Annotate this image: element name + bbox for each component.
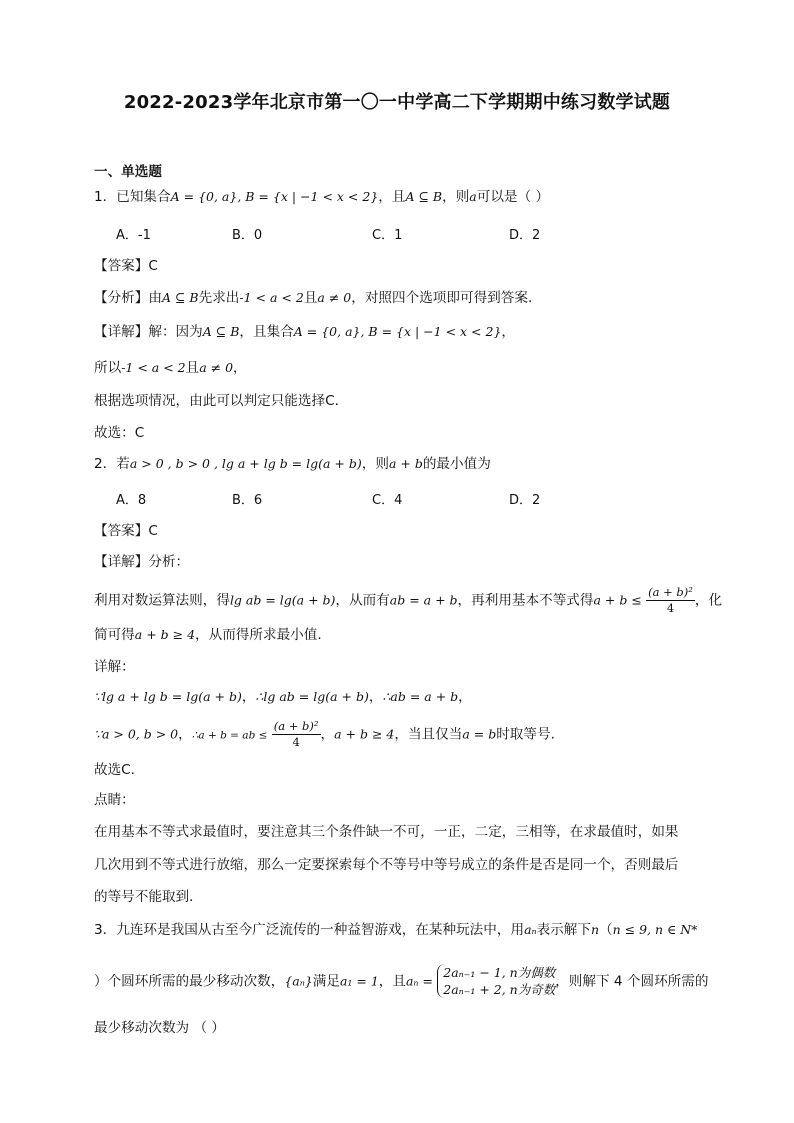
q2-detail: 【详解】分析： <box>94 554 190 570</box>
q2-fraction-2: $\frac{\text{(a + b)²}}{4}$ <box>273 719 319 749</box>
q2-remark-line3: 的等号不能取到． <box>94 889 203 905</box>
q1-option-c: C．1 <box>372 228 403 243</box>
q2-analysis-line1: 利用对数运算法则，得lg ab = lg(a + b)，从而有ab = a + b，再利用基本不等式得a + b ≤ $\frac{\text{(a + b)²}}{4}$ ，化 <box>94 585 723 615</box>
section-heading: 一、单选题 <box>94 164 162 180</box>
q2-remark-label: 点睛： <box>94 792 135 808</box>
q1-detail-judge: 根据选项情况，由此可以判定只能选择C． <box>94 393 349 409</box>
q2-detail-label: 详解： <box>94 659 135 675</box>
q1-option-a: A．-1 <box>116 228 151 243</box>
q1-answer: 【答案】C <box>94 258 158 274</box>
q2-choose: 故选C． <box>94 762 145 778</box>
q2-remark-line1: 在用基本不等式求最值时，要注意其三个条件缺一不可，一正，二定，三相等，在求最值时，如果 <box>94 824 679 840</box>
q3-stem-line2: ）个圆环所需的最少移动次数，{aₙ}满足a₁ = 1，且aₙ = 2aₙ₋₁ − 1, n为偶数 2aₙ₋₁ + 2, n为奇数 ，则解下 4 个圆环所需的 <box>94 965 709 997</box>
q1-detail-so: 所以-1 < a < 2且a ≠ 0， <box>94 360 247 376</box>
q3-stem-line3: 最少移动次数为 （ ） <box>94 1020 225 1036</box>
q2-stem: 2．若a > 0 , b > 0 , lg a + lg b = lg(a + b)，则a + b的最小值为 <box>94 456 491 472</box>
q2-detail-line5: ∵a > 0, b > 0，∴a + b = ab ≤ $\frac{\text{(a + b)²}}{4}$ ，a + b ≥ 4，当且仅当a = b时取等号. <box>94 719 555 749</box>
q2-remark-line2: 几次用到不等式进行放缩，那么一定要探索每个不等号中等号成立的条件是否是同一个，否则最后 <box>94 857 679 873</box>
q2-option-d: D．2 <box>509 493 541 508</box>
q2-option-c: C．4 <box>372 493 403 508</box>
q1-option-d: D．2 <box>509 228 541 243</box>
q3-piecewise: 2aₙ₋₁ − 1, n为偶数 2aₙ₋₁ + 2, n为奇数 <box>437 964 555 999</box>
q2-analysis-line2: 简可得a + b ≥ 4，从而得所求最小值. <box>94 627 322 643</box>
q2-detail-line4: ∵lg a + lg b = lg(a + b)，∴lg ab = lg(a + b)，∴ab = a + b， <box>94 689 472 705</box>
q2-fraction: $\frac{\text{(a + b)²}}{4}$ <box>648 585 693 615</box>
document-title: 2022-2023学年北京市第一〇一中学高二下学期期中练习数学试题 <box>123 92 671 113</box>
q1-option-b: B．0 <box>232 228 263 243</box>
q1-analysis: 【分析】由A ⊆ B先求出-1 < a < 2且a ≠ 0，对照四个选项即可得到答案. <box>94 290 533 306</box>
q1-choose: 故选：C <box>94 425 145 441</box>
q1-detail: 【详解】解：因为A ⊆ B，且集合A = {0, a}, B = {x | −1 < x < 2}， <box>94 324 516 340</box>
q2-option-b: B．6 <box>232 493 263 508</box>
q2-option-a: A．8 <box>116 493 147 508</box>
q2-answer: 【答案】C <box>94 523 158 539</box>
q3-stem-line1: 3．九连环是我国从古至今广泛流传的一种益智游戏，在某种玩法中，用aₙ表示解下n（n ≤ 9, n ∈ N* <box>94 922 698 938</box>
q1-stem: 1．已知集合A = {0, a}, B = {x | −1 < x < 2}，且A ⊆ B，则a可以是（ ） <box>94 189 550 205</box>
